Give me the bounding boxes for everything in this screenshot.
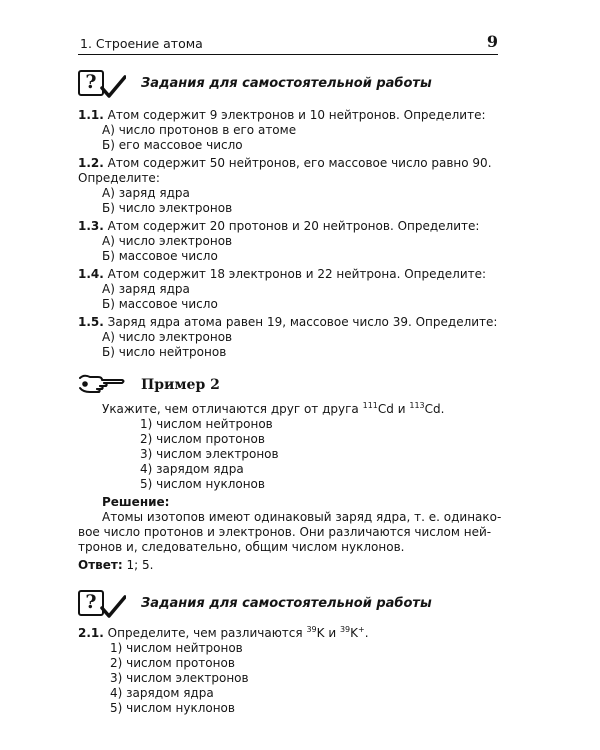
example-question: Укажите, чем отличаются друг от друга $^{111}$Cd и $^{113}$Cd.	[102, 401, 445, 416]
solution-line: вое число протонов и электронов. Они различаются числом ней-	[78, 525, 492, 539]
task-option: А) заряд ядра	[102, 186, 190, 200]
task-option: А) число протонов в его атоме	[102, 123, 297, 137]
task-section-2-heading	[78, 590, 508, 622]
task-item-continuation: Определите:	[78, 171, 160, 185]
task-item: 1.3. Атом содержит 20 протонов и 20 нейтронов. Определите:	[78, 219, 480, 233]
question-box-icon: ?	[78, 590, 104, 616]
example-heading	[78, 372, 508, 400]
task-option: Б) его массовое число	[102, 138, 243, 152]
task-option: А) заряд ядра	[102, 282, 190, 296]
task-section-1-heading	[78, 70, 508, 102]
task-option: 3) числом электронов	[110, 671, 249, 685]
example-option: 5) числом нуклонов	[140, 477, 265, 491]
running-header	[78, 32, 498, 55]
task-option: 4) зарядом ядра	[110, 686, 214, 700]
task-item: 1.2. Атом содержит 50 нейтронов, его массовое число равно 90.	[78, 156, 492, 170]
chapter-title: 1. Строение атома	[80, 36, 203, 51]
task-item: 1.5. Заряд ядра атома равен 19, массовое число 39. Определите:	[78, 315, 498, 329]
task-option: А) число электронов	[102, 234, 233, 248]
checkmark-icon	[100, 74, 126, 100]
task-option: Б) число электронов	[102, 201, 233, 215]
checkmark-icon	[100, 594, 126, 620]
task-item: 2.1. Определите, чем различаются $^{39}$K и $^{39}$K+.	[78, 625, 369, 640]
task-option: Б) число нейтронов	[102, 345, 227, 359]
solution-label: Решение:	[102, 495, 170, 509]
task-item: 1.4. Атом содержит 18 электронов и 22 нейтрона. Определите:	[78, 267, 487, 281]
answer-label: Ответ:	[78, 558, 123, 572]
example-option: 1) числом нейтронов	[140, 417, 273, 431]
section-title: Задания для самостоятельной работы	[141, 76, 432, 91]
question-box-icon: ?	[78, 70, 104, 96]
task-option: 2) числом протонов	[110, 656, 235, 670]
example-option: 4) зарядом ядра	[140, 462, 244, 476]
section-title: Задания для самостоятельной работы	[141, 596, 432, 611]
solution-line: Атомы изотопов имеют одинаковый заряд ядра, т. е. одинако-	[102, 510, 502, 524]
task-option: А) число электронов	[102, 330, 233, 344]
solution-line: тронов и, следовательно, общим числом нуклонов.	[78, 540, 405, 554]
page-number: 9	[486, 32, 498, 51]
task-item: 1.1. Атом содержит 9 электронов и 10 нейтронов. Определите:	[78, 108, 486, 122]
task-option: 1) числом нейтронов	[110, 641, 243, 655]
pointing-hand-icon	[78, 372, 126, 396]
task-option: Б) массовое число	[102, 249, 218, 263]
example-option: 2) числом протонов	[140, 432, 265, 446]
example-option: 3) числом электронов	[140, 447, 279, 461]
task-option: 5) числом нуклонов	[110, 701, 235, 715]
answer-line	[78, 558, 153, 572]
task-option: Б) массовое число	[102, 297, 218, 311]
answer-value: 1; 5.	[126, 558, 154, 572]
example-title: Пример 2	[141, 377, 220, 393]
